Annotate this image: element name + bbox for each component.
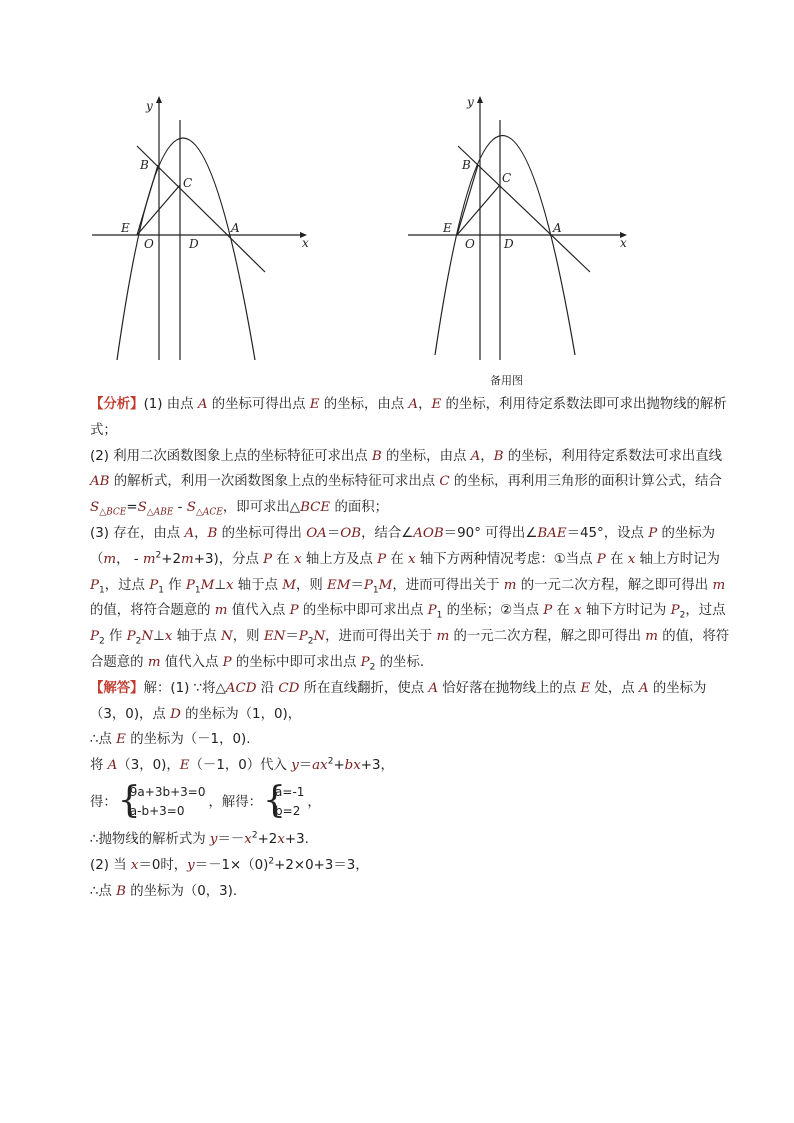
t: a-b+3=0 — [129, 803, 185, 818]
t: ACD — [225, 680, 257, 696]
t: 的坐标中即可求出点 — [298, 603, 428, 619]
t: 的坐标，由点 — [381, 448, 471, 464]
t: +3， — [360, 758, 394, 774]
t: m — [436, 629, 450, 645]
t: P — [185, 577, 195, 593]
fig2-line-BA — [458, 146, 590, 272]
t: 将 — [90, 758, 108, 774]
t: △ACE — [195, 507, 223, 518]
analysis-tag: 【分析】 — [90, 397, 144, 412]
t: = — [126, 500, 138, 516]
t: ＝ — [326, 525, 341, 541]
t: x — [130, 857, 139, 873]
t: 的一元二次方程，解之即可得出 — [516, 577, 713, 593]
t: 1 — [158, 585, 164, 596]
t: 轴上方时记为 — [635, 551, 720, 567]
t: x — [244, 831, 252, 847]
t: 2 — [268, 856, 275, 867]
t: P — [596, 551, 606, 567]
fig2-caption: 备用图 — [490, 374, 523, 387]
t: ，进而可得出关于 — [325, 629, 437, 645]
t: 在 — [386, 551, 409, 567]
equation-system-1 — [120, 783, 206, 821]
t: 的解析式，利用一次函数图象上点的坐标特征可求出点 — [109, 474, 440, 490]
t: ＝ — [350, 577, 364, 593]
t: 沿 — [256, 680, 279, 696]
t: bx — [344, 758, 361, 774]
t: (2) 当 — [90, 857, 131, 873]
t: 的坐标；②当点 — [442, 603, 544, 619]
t: 值代入点 — [160, 654, 223, 670]
t: P — [149, 577, 159, 593]
solution-line-6 — [90, 853, 730, 879]
t: P — [90, 577, 100, 593]
t: x — [574, 603, 582, 619]
figures — [0, 0, 794, 400]
equation-system-2 — [265, 783, 304, 821]
t: ∴点 — [90, 732, 117, 748]
t: OB — [340, 525, 362, 541]
t: m — [103, 551, 117, 567]
t: ， — [194, 525, 208, 541]
t: S — [137, 500, 147, 516]
t: 2 — [327, 756, 334, 767]
t: ，过点 — [685, 603, 726, 619]
t: 2 — [369, 662, 376, 673]
t: 1 — [372, 585, 379, 596]
t: ， — [418, 397, 432, 412]
t: +3)，分点 — [193, 551, 264, 567]
t: P — [363, 577, 373, 593]
fig2-label-E: E — [443, 221, 452, 235]
t: 在 — [552, 603, 575, 619]
t: N — [313, 629, 326, 645]
t: P — [543, 603, 553, 619]
t: △ABE — [146, 507, 174, 518]
fig1-label-E: E — [121, 221, 130, 235]
solution-line-1 — [90, 676, 730, 728]
t: ， — [307, 794, 321, 810]
fig2-label-D: D — [504, 237, 514, 251]
t: m — [147, 654, 161, 670]
t: （3，0)， — [117, 758, 180, 774]
analysis-paragraph-1 — [90, 392, 730, 444]
t: ， — [116, 551, 130, 567]
t: 值代入点 — [227, 603, 290, 619]
t: 解：(1) ∵将△ — [143, 680, 226, 696]
t: ，结合∠ — [361, 525, 414, 541]
fig1-label-O: O — [144, 237, 154, 251]
t: P — [222, 654, 232, 670]
t: P — [360, 654, 370, 670]
t: 轴下方时记为 — [581, 603, 671, 619]
t: ∴抛物线的解析式为 — [90, 831, 210, 847]
t: y — [291, 758, 299, 774]
t: M — [378, 577, 393, 593]
t: 的坐标为（3，0)，点 — [90, 680, 707, 722]
t: 的坐标中即可求出点 — [231, 654, 361, 670]
t: + — [333, 758, 345, 774]
solution-line-7 — [90, 879, 730, 905]
t: P — [670, 603, 680, 619]
t: - — [129, 551, 143, 567]
solution-tag: 【解答】 — [90, 680, 144, 696]
analysis-paragraph-3 — [90, 521, 730, 676]
t: 1 — [436, 611, 443, 622]
fig1-label-y: y — [146, 99, 153, 113]
t: P — [427, 603, 437, 619]
t: 的坐标，再利用三角形的面积计算公式，结合 — [449, 474, 722, 490]
t: m — [712, 577, 726, 593]
t: x — [164, 629, 173, 645]
fig2-label-C: C — [502, 171, 512, 185]
t: CD — [278, 680, 300, 696]
solution-line-5 — [90, 827, 730, 853]
t: （－1，0）代入 — [189, 758, 292, 774]
t: +2 — [257, 831, 278, 847]
t: - — [173, 500, 187, 516]
t: ⊥ — [153, 629, 165, 645]
fig2-line-EB — [457, 165, 478, 235]
t: 轴于点 — [172, 629, 222, 645]
fig1-label-x: x — [302, 236, 309, 250]
t: x — [294, 551, 302, 567]
t: m — [142, 551, 156, 567]
t: D — [170, 706, 181, 722]
t: y — [187, 857, 195, 873]
t: 的面积； — [330, 500, 389, 516]
t: E — [179, 758, 190, 774]
t: ＝－ — [217, 831, 245, 847]
t: A — [107, 758, 118, 774]
t: ＝－1×（0) — [194, 857, 269, 873]
solution-line-3 — [90, 753, 730, 779]
t: m — [214, 603, 228, 619]
t: 在 — [605, 551, 628, 567]
t: (3) 存在，由点 — [90, 525, 185, 541]
t: 的坐标为（－1，0). — [125, 732, 251, 748]
t: B — [207, 525, 218, 541]
t: 的坐标. — [375, 654, 425, 670]
t: 1 — [99, 585, 105, 596]
t: 在 — [272, 551, 295, 567]
t: ，则 — [295, 577, 327, 593]
analysis-paragraph-2 — [90, 444, 730, 521]
t: E — [116, 732, 126, 748]
fig2-label-B: B — [462, 158, 471, 172]
fig2-label-x: x — [620, 236, 627, 250]
t: 作 — [104, 629, 127, 645]
t: N — [221, 629, 233, 645]
t: (2) 利用二次函数图象上点的坐标特征可求出点 — [90, 448, 372, 464]
t: 2 — [155, 550, 162, 561]
t: 1 — [194, 585, 201, 596]
t: 恰好落在抛物线上的点 — [438, 680, 581, 696]
t: ⊥ — [214, 577, 226, 593]
t: 2 — [99, 636, 105, 647]
t: ，解得： — [208, 794, 263, 810]
t: EN — [263, 629, 286, 645]
t: ＝ — [285, 629, 299, 645]
t: E — [431, 397, 442, 412]
t: { a=-1 — [275, 784, 305, 799]
t: (1) 由点 — [143, 397, 198, 412]
t: BCE — [300, 500, 331, 516]
t: 的值，将符合题意的 — [90, 603, 215, 619]
t: ＝0时， — [138, 857, 188, 873]
t: 的值，将符合题意的 — [90, 629, 730, 670]
t: x — [225, 577, 234, 593]
t: A — [638, 680, 649, 696]
t: y — [209, 831, 218, 847]
fig1-label-C: C — [183, 176, 193, 190]
t: 轴上方及点 — [301, 551, 378, 567]
t: 的坐标可得出 — [217, 525, 307, 541]
t: 得： — [90, 794, 117, 810]
fig1-label-A: A — [231, 221, 240, 235]
t: △BCE — [99, 507, 127, 518]
fig1-line-EB — [137, 165, 158, 235]
fig2-line-EC — [457, 185, 500, 235]
t: ，则 — [232, 629, 264, 645]
t: M — [200, 577, 215, 593]
t: A — [470, 448, 481, 464]
fig2-label-A: A — [553, 221, 562, 235]
t: P — [377, 551, 387, 567]
t: A — [428, 680, 439, 696]
t: E — [580, 680, 591, 696]
t: x — [408, 551, 416, 567]
t: AOB — [413, 525, 444, 541]
t: 的一元二次方程，解之即可得出 — [449, 629, 646, 645]
t: P — [90, 629, 100, 645]
t: S — [90, 500, 100, 516]
t: C — [439, 474, 450, 490]
t: P — [298, 629, 308, 645]
t: 的坐标为（1，0)， — [180, 706, 302, 722]
t: ∴点 — [90, 883, 117, 899]
t: ，过点 — [104, 577, 150, 593]
t: M — [282, 577, 296, 593]
figures-svg — [0, 0, 794, 400]
t: 2 — [135, 636, 142, 647]
t: P — [126, 629, 136, 645]
t: ＝45°，设点 — [566, 525, 649, 541]
t: ， — [480, 448, 494, 464]
t: 2 — [251, 830, 258, 841]
t: 2 — [307, 636, 314, 647]
fig1-y-arrow — [156, 96, 162, 103]
fig2-label-O: O — [465, 237, 475, 251]
t: 作 — [163, 577, 186, 593]
t: EM — [327, 577, 351, 593]
t: +2×0+3＝3， — [274, 857, 369, 873]
solution-line-4 — [90, 779, 730, 827]
t: P — [648, 525, 658, 541]
t: 轴于点 — [233, 577, 283, 593]
t: OA — [306, 525, 327, 541]
t: 的坐标，利用待定系数法可求出直线 — [503, 448, 723, 464]
t: m — [181, 551, 194, 567]
t: 的坐标为（0，3). — [126, 883, 238, 899]
t: AB — [90, 474, 110, 490]
fig2-label-y: y — [467, 95, 474, 109]
fig1-parabola — [117, 138, 255, 360]
t: 的坐标为（ — [90, 525, 716, 567]
t: 轴下方两种情况考虑：①当点 — [415, 551, 597, 567]
solution-text — [90, 392, 730, 904]
t: x — [277, 831, 285, 847]
t: BAE — [537, 525, 567, 541]
fig2-y-arrow — [477, 96, 483, 103]
t: B — [493, 448, 504, 464]
t: ＝ — [298, 758, 313, 774]
t: P — [289, 603, 299, 619]
t: +3. — [284, 831, 309, 847]
t: m — [645, 629, 658, 645]
t: ，即可求出△ — [222, 500, 301, 516]
t: +2 — [161, 551, 182, 567]
t: B — [371, 448, 382, 464]
t: x — [627, 551, 636, 567]
t: { 9a+3b+3=0 — [129, 784, 206, 799]
t: b=2 — [275, 803, 301, 818]
t: B — [116, 883, 127, 899]
t: ax — [312, 758, 328, 774]
t: m — [503, 577, 517, 593]
figure-2 — [408, 96, 627, 360]
t: P — [263, 551, 273, 567]
t: 的坐标，由点 — [319, 397, 409, 412]
t: ＝90° 可得出∠ — [443, 525, 538, 541]
t: A — [197, 397, 208, 412]
t: N — [141, 629, 154, 645]
t: 的坐标，利用待定系数法即可求出抛物线的解析式； — [90, 397, 727, 438]
fig1-label-B: B — [140, 158, 149, 172]
fig1-label-D: D — [189, 237, 199, 251]
t: 所在直线翻折，使点 — [299, 680, 429, 696]
t: 的坐标可得出点 — [207, 397, 310, 412]
t: S — [186, 500, 196, 516]
t: A — [408, 397, 419, 412]
t: A — [184, 525, 195, 541]
t: 2 — [679, 611, 686, 622]
t: 处，点 — [590, 680, 639, 696]
t: ，进而可得出关于 — [392, 577, 504, 593]
fig1-line-BA — [137, 146, 265, 272]
solution-line-2 — [90, 727, 730, 753]
t: E — [309, 397, 320, 412]
